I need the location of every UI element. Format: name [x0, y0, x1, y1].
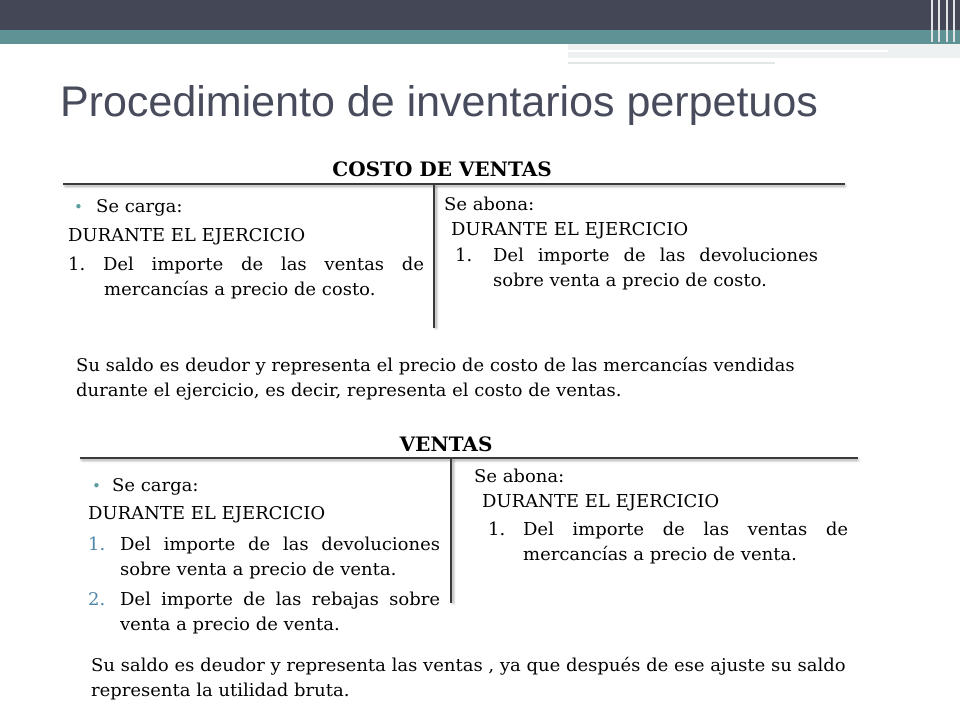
ventas-debit-label: Se carga: [112, 475, 199, 496]
header-accent-line [568, 62, 775, 64]
item-text: Del importe de las ventas de mercancías a precio de venta. [523, 519, 848, 565]
ventas-debit-period: DURANTE EL EJERCICIO [88, 503, 326, 524]
costo-de-ventas-top-rule [63, 183, 845, 185]
ventas-top-rule [80, 457, 858, 459]
item-text: Del importe de las devoluciones sobre venta a precio de costo. [493, 245, 818, 291]
header-stripe [946, 0, 948, 42]
costo-balance-note: Su saldo es deudor y representa el precio de costo de las mercancías vendidas durante el ejercicio, es decir, representa el costo de ventas. [76, 355, 795, 401]
header-bar-dark [0, 0, 960, 30]
header-stripe [953, 0, 955, 42]
header-stripe [938, 0, 940, 42]
costo-credit-list [455, 243, 818, 293]
header-bar-teal [0, 30, 960, 44]
bullet-icon: • [74, 198, 83, 216]
slide-title: Procedimiento de inventarios perpetuos [60, 78, 818, 126]
header-accent-line [568, 50, 888, 52]
costo-credit-label: Se abona: [444, 194, 535, 215]
item-number: 2. [88, 589, 106, 610]
ventas-balance-note: Su saldo es deudor y representa las ventas , ya que después de ese ajuste su saldo representa la utilidad bruta. [91, 655, 846, 701]
costo-debit-item [68, 252, 424, 302]
ventas-debit-item [88, 532, 440, 582]
bullet-icon: • [92, 477, 101, 495]
item-number: 1. [488, 519, 506, 540]
ventas-debit-list [88, 532, 440, 637]
item-text: Del importe de las ventas de mercancías a precio de costo. [102, 254, 424, 300]
costo-credit-period: DURANTE EL EJERCICIO [451, 219, 689, 240]
item-number: 1. [455, 245, 473, 266]
item-number: 1. [88, 534, 106, 555]
ventas-debit-item [88, 587, 440, 637]
item-text: Del importe de las rebajas sobre venta a precio de venta. [120, 589, 440, 635]
ventas-debit-header [92, 473, 198, 499]
costo-debit-period: DURANTE EL EJERCICIO [68, 225, 306, 246]
ventas-credit-item [488, 517, 848, 567]
costo-debit-label: Se carga: [96, 196, 183, 217]
costo-de-ventas-divider [433, 185, 435, 328]
costo-de-ventas-heading: COSTO DE VENTAS [332, 157, 552, 181]
costo-debit-header [74, 194, 182, 220]
item-text: Del importe de las devoluciones sobre venta a precio de venta. [120, 534, 440, 580]
ventas-divider [450, 459, 452, 603]
ventas-credit-label: Se abona: [474, 466, 565, 487]
header-stripe [931, 0, 933, 42]
ventas-credit-period: DURANTE EL EJERCICIO [482, 491, 720, 512]
costo-credit-item [455, 243, 818, 293]
ventas-credit-list [488, 517, 848, 567]
ventas-heading: VENTAS [399, 432, 493, 456]
item-number: 1. [68, 254, 86, 275]
